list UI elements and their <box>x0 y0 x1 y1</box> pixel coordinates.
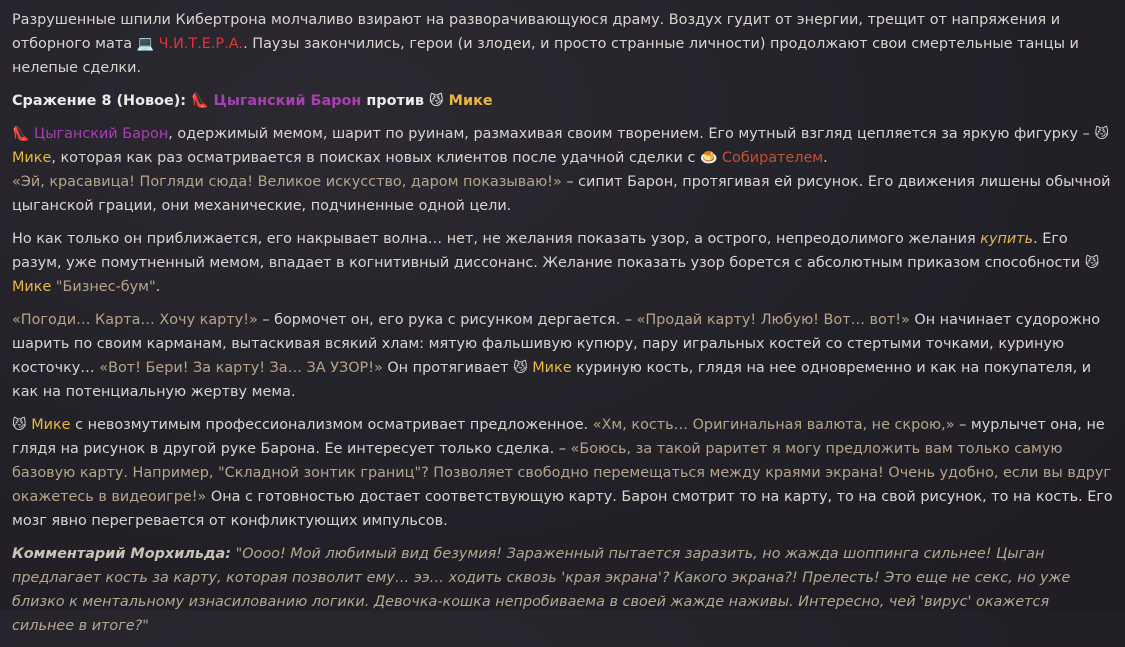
baron-name: Цыганский Барон <box>34 126 169 142</box>
story-paragraph-2 <box>12 227 1115 299</box>
emphasis-word: купить <box>980 231 1034 247</box>
high-heel-icon: 👠 <box>191 93 209 109</box>
commentary <box>12 542 1115 638</box>
commentary-label: Комментарий Морхильда: <box>12 546 232 562</box>
story-text: Но как только он приближается, его накрывает волна… нет, не желания показать узор, а острого, непреодолимого желания <box>12 231 981 247</box>
story-paragraph-1 <box>12 122 1115 218</box>
story-paragraph-4 <box>12 413 1115 533</box>
cat-face-icon: 😼 <box>429 93 444 109</box>
cheater-name: Ч.И.Т.Е.Р.А. <box>158 36 244 52</box>
story-text: Она с готовностью достает соответствующую карту. Барон смотрит то на карту, то на свой рисунок, то на кость. Его мозг явно перегревается от конфликтующих импульсов. <box>12 489 1113 529</box>
cat-face-icon: 😼 <box>513 360 528 376</box>
baron-quote: «Погоди… Карта… Хочу карту!» <box>12 312 258 328</box>
mike-quote: «Боюсь, за такой раритет я могу предложить вам только самую базовую карту. Например, "Складной зонтик границ"? Позволяет свободно перемещаться между краями экрана! Очень удобно, если вы вдруг окажетесь в видеоигре!» <box>12 441 1111 505</box>
mike-name: Мике <box>12 279 52 295</box>
laptop-icon: 💻 <box>136 36 155 52</box>
story-text: , которая как раз осматривается в поисках новых клиентов после удачной сделки с <box>51 150 700 166</box>
ability-name: "Бизнес-бум" <box>55 279 156 295</box>
baron-name: Цыганский Барон <box>213 93 362 109</box>
story-text: с невозмутимым профессионализмом осматривает предложенное. <box>70 417 593 433</box>
pudding-icon: 🍮 <box>699 150 718 166</box>
battle-header <box>12 89 1115 113</box>
collector-name: Собирателем <box>721 150 824 166</box>
battle-label: Сражение 8 (Новое): <box>12 93 192 109</box>
story-text: Он начинает судорожно шарить по своим карманам, вытаскивая всякий хлам: мятую фальшивую купюру, пару игральных костей со стертыми точками, куриную косточку… <box>12 312 1101 376</box>
cat-face-icon: 😼 <box>1084 255 1100 271</box>
story-text: . Его разум, уже помутненный мемом, впадает в когнитивный диссонанс. Желание показать узор борется с абсолютным приказом способности <box>12 231 1085 271</box>
intro-text: Разрушенные шпили Кибертрона молчаливо взирают на разворачивающуюся драму. Воздух гудит от энергии, трещит от напряжения и отборного мата <box>12 12 1061 52</box>
story-text: – мурлычет она, не глядя на рисунок в другой руке Барона. Ее интересует только сделка. – <box>12 417 1105 457</box>
baron-quote: «Продай карту! Любую! Вот… вот!» <box>636 312 910 328</box>
mike-name: Мике <box>532 360 572 376</box>
mike-name: Мике <box>448 93 493 109</box>
intro-paragraph <box>12 8 1115 80</box>
story-text: Он протягивает <box>382 360 514 376</box>
cat-face-icon: 😼 <box>1094 126 1109 142</box>
cat-face-icon: 😼 <box>12 417 27 433</box>
story-text: , одержимый мемом, шарит по руинам, размахивая своим творением. Его мутный взгляд цепляется за яркую фигурку – <box>168 126 1095 142</box>
baron-quote: «Эй, красавица! Погляди сюда! Великое искусство, даром показываю!» <box>12 174 562 190</box>
intro-text-end: . Паузы закончились, герои (и злодеи, и просто странные личности) продолжают свои смертельные танцы и нелепые сделки. <box>12 36 1079 76</box>
commentary-text: "Оооо! Мой любимый вид безумия! Зараженный пытается заразить, но жажда шоппинга сильнее! Цыган предлагает кость за карту, которая позволит ему… ээ… ходить сквозь 'края экрана'? Какого экрана?! Прелесть! Это еще не секс, но уже близко к ментальному изнасилованию логики. Девочка-кошка непробиваема в своей жажде наживы. Интересно, чей 'вирус' окажется сильнее в итоге?" <box>12 546 1071 634</box>
story-log <box>12 8 1115 647</box>
story-text: – бормочет он, его рука с рисунком дергается. – <box>257 312 637 328</box>
story-text: куриную кость, глядя на нее одновременно и как на покупателя, и как на потенциальную жертву мема. <box>12 360 1092 400</box>
mike-quote: «Хм, кость… Оригинальная валюта, не скрою,» <box>592 417 955 433</box>
high-heel-icon: 👠 <box>12 126 30 142</box>
story-text: . <box>823 150 828 166</box>
mike-name: Мике <box>12 150 52 166</box>
battle-vs: против <box>361 93 430 109</box>
story-text: – сипит Барон, протягивая ей рисунок. Его движения лишены обычной цыганской грации, они механические, подчиненные одной цели. <box>12 174 1111 214</box>
mike-name: Мике <box>31 417 71 433</box>
baron-quote: «Вот! Бери! За карту! За… ЗА УЗОР!» <box>99 360 383 376</box>
story-text: . <box>155 279 161 295</box>
story-paragraph-3 <box>12 308 1115 404</box>
